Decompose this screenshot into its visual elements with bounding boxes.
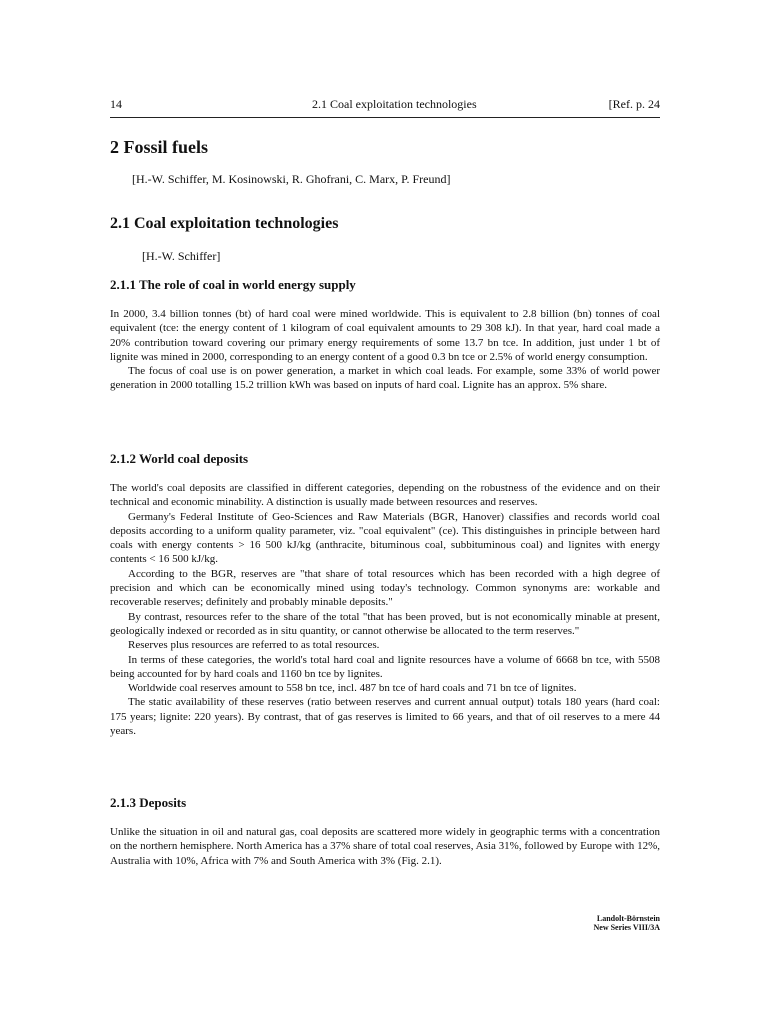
paragraph: The static availability of these reserves (ratio between reserves and current annual output) totals 180 years (hard coal: 175 years; lignite: 220 years). By contrast, that of gas reserves is limited to 66 years, and that of oil reserves to a mere 44 years. xyxy=(110,696,660,738)
running-section-title: 2.1 Coal exploitation technologies xyxy=(312,97,477,111)
running-header xyxy=(110,96,660,112)
page-number: 14 xyxy=(110,97,122,111)
paragraph: Germany's Federal Institute of Geo-Sciences and Raw Materials (BGR, Hanover) classifies and records world coal deposits according to a uniform quality parameter, viz. "coal equivalent" (ce). This distinguishes in principle between hard coals with energy contents > 16 500 kJ/kg (anthracite, bituminous coal, subbituminous coal) and lignites with energy contents < 16 500 kJ/kg. xyxy=(110,510,660,566)
subsection-body-2-1-3 xyxy=(110,825,660,868)
paragraph: Unlike the situation in oil and natural gas, coal deposits are scattered more widely in geographic terms with a concentration on the northern hemisphere. North America has a 37% share of total coal reserves, Asia 31%, followed by Europe with 12%, Australia with 10%, Africa with 7% and South America with 3% (Fig. 2.1). xyxy=(110,826,660,867)
paragraph: By contrast, resources refer to the share of the total "that has been proved, but is not economically minable at present, geologically indexed or recorded as in situ quantity, or cannot otherwise be allocated to the term reserves." xyxy=(110,610,660,637)
paragraph: According to the BGR, reserves are "that share of total resources which has been recorded with a high degree of precision and which can be economically mined using today's technology. Common synonyms are: workable and recoverable reserves; definitely and probably minable deposits." xyxy=(110,567,660,609)
subsection-title-2-1-3: 2.1.3 Deposits xyxy=(110,795,187,810)
paragraph: Worldwide coal reserves amount to 558 bn tce, incl. 487 bn tce of hard coals and 71 bn tce of lignites. xyxy=(128,682,577,695)
paragraph: In terms of these categories, the world's total hard coal and lignite resources have a volume of 6668 bn tce, with 5508 being accounted for by hard coals and 1160 bn tce by lignites. xyxy=(110,653,660,680)
paragraph: The focus of coal use is on power generation, a market in which coal leads. For example, some 33% of world power generation in 2000 totalling 15.2 trillion kWh was based on inputs of hard coal. Lignite has an approx. 5% share. xyxy=(110,365,660,392)
subsection-title-2-1-1: 2.1.1 The role of coal in world energy supply xyxy=(110,277,356,292)
header-rule xyxy=(110,117,660,118)
footer-publisher: Landolt-Börnstein xyxy=(596,914,660,923)
chapter-title: 2 Fossil fuels xyxy=(110,137,209,157)
paragraph: In 2000, 3.4 billion tonnes (bt) of hard coal were mined worldwide. This is equivalent to 2.8 billion (bn) tonnes of coal equivalent (tce: the energy content of 1 kilogram of coal equivalent amounts to 29 308 kJ). In that year, hard coal made a 20% contribution toward covering our primary energy requirements of some 13.7 bn tce. In addition, just under 1 bt of lignite was mined in 2000, corresponding to an energy content of a good 0.3 bn tce or 2.5% of world energy consumption. xyxy=(110,308,660,363)
footer-series: New Series VIII/3A xyxy=(593,923,660,932)
paragraph: Reserves plus resources are referred to as total resources. xyxy=(128,639,380,652)
paragraph: The world's coal deposits are classified in different categories, depending on the robustness of the evidence and on their technical and economic minability. A distinction is usually made between resources and reserves. xyxy=(110,482,660,509)
section-title: 2.1 Coal exploitation technologies xyxy=(110,215,339,232)
section-authors: [H.-W. Schiffer] xyxy=(142,249,221,263)
subsection-title-2-1-2: 2.1.2 World coal deposits xyxy=(110,451,249,466)
chapter-authors: [H.-W. Schiffer, M. Kosinowski, R. Ghofrani, C. Marx, P. Freund] xyxy=(132,172,451,186)
publisher-footer xyxy=(593,914,660,932)
reference-pointer: [Ref. p. 24 xyxy=(608,97,660,111)
subsection-body-2-1-2 xyxy=(110,481,660,738)
subsection-body-2-1-1 xyxy=(110,307,660,393)
